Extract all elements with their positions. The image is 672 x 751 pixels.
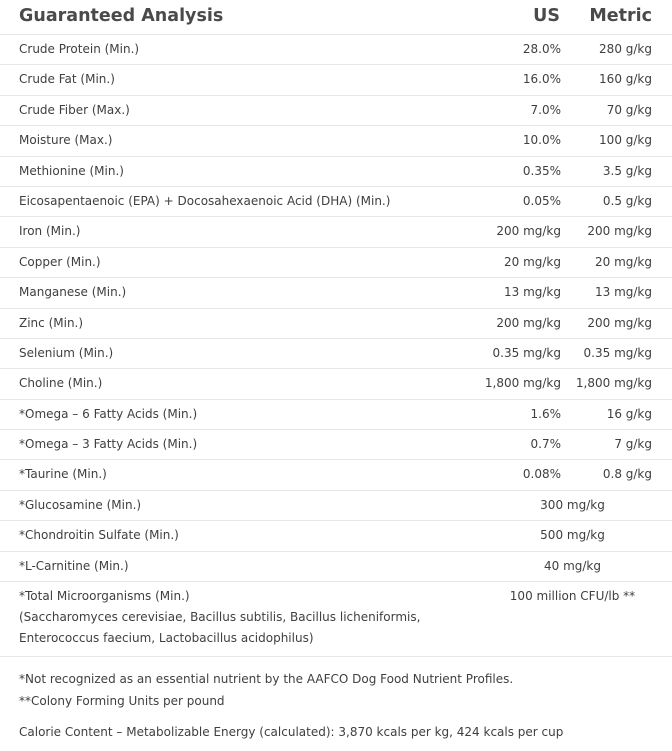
table-row [0, 308, 672, 338]
us-value: 10.0% [522, 133, 561, 148]
metric-value: 20 mg/kg [595, 254, 652, 269]
metric-value: 200 mg/kg [587, 224, 652, 239]
us-value: 7.0% [530, 102, 561, 117]
table-row [0, 459, 672, 489]
analysis-table [0, 34, 672, 657]
table-row [0, 551, 672, 581]
table-row [0, 125, 672, 155]
metric-value: 200 mg/kg [587, 315, 652, 330]
us-value: 16.0% [522, 72, 561, 87]
nutrient-name: Crude Fiber (Max.) [19, 102, 130, 117]
table-row [0, 429, 672, 459]
table-row [0, 247, 672, 277]
table-row [0, 156, 672, 186]
nutrient-name: Iron (Min.) [19, 224, 81, 239]
metric-value: 280 g/kg [599, 42, 652, 56]
metric-value: 0.5 g/kg [602, 193, 652, 208]
nutrient-name: Methionine (Min.) [19, 163, 124, 178]
nutrient-name: Eicosapentaenoic (EPA) + Docosahexaenoic Acid (DHA) (Min.) [19, 193, 391, 208]
metric-value: 1,800 mg/kg [575, 376, 652, 391]
metric-value: 7 g/kg [614, 437, 652, 452]
table-row [0, 95, 672, 125]
footnotes [19, 668, 513, 712]
us-value: 0.05% [522, 193, 561, 208]
table-row [0, 186, 672, 216]
merged-value: 40 mg/kg [544, 558, 601, 573]
nutrient-name: Moisture (Max.) [19, 133, 113, 148]
nutrient-name: Zinc (Min.) [19, 315, 84, 330]
metric-value: 100 g/kg [599, 133, 652, 148]
us-value: 20 mg/kg [504, 254, 561, 269]
metric-value: 0.8 g/kg [602, 467, 652, 482]
table-row [0, 368, 672, 398]
microorganisms-line-2: (Saccharomyces cerevisiae, Bacillus subtilis, Bacillus licheniformis, [19, 610, 421, 625]
table-row [0, 216, 672, 246]
us-value: 13 mg/kg [504, 285, 561, 300]
us-value: 0.08% [522, 467, 561, 482]
microorganisms-line-3: Enterococcus faecium, Lactobacillus acidophilus) [19, 631, 314, 646]
nutrient-name: *Omega – 3 Fatty Acids (Min.) [19, 437, 198, 452]
metric-value: 13 mg/kg [595, 285, 652, 300]
metric-value: 0.35 mg/kg [583, 345, 652, 360]
nutrient-name: Selenium (Min.) [19, 345, 114, 360]
table-row [0, 34, 672, 64]
metric-value: 3.5 g/kg [602, 163, 652, 178]
table-row [0, 277, 672, 307]
metric-value: 16 g/kg [606, 406, 652, 421]
table-row [0, 338, 672, 368]
nutrient-name: *Omega – 6 Fatty Acids (Min.) [19, 406, 198, 421]
us-value: 1,800 mg/kg [484, 376, 561, 391]
nutrient-name: *Chondroitin Sulfate (Min.) [19, 528, 179, 543]
us-value: 0.35 mg/kg [492, 345, 561, 360]
nutrient-name: Crude Protein (Min.) [19, 42, 140, 56]
us-value: 1.6% [530, 406, 561, 421]
footnote-cfu: **Colony Forming Units per pound [19, 694, 225, 708]
us-value: 0.7% [530, 437, 561, 452]
microorganisms-name [19, 586, 420, 649]
us-value: 200 mg/kg [496, 315, 561, 330]
nutrient-name: Choline (Min.) [19, 376, 103, 391]
nutrient-name: Manganese (Min.) [19, 285, 127, 300]
nutrient-name: Copper (Min.) [19, 254, 101, 269]
metric-column-header: Metric [589, 6, 652, 26]
us-column-header: US [533, 6, 560, 26]
nutrient-name: Crude Fat (Min.) [19, 72, 115, 87]
footnote-aafco: *Not recognized as an essential nutrient by the AAFCO Dog Food Nutrient Profiles. [19, 672, 514, 686]
table-header [0, 0, 672, 36]
table-row-microorganisms [0, 581, 672, 657]
table-row [0, 399, 672, 429]
microorganisms-line-1: *Total Microorganisms (Min.) [19, 589, 190, 604]
metric-value: 160 g/kg [599, 72, 652, 87]
table-row [0, 490, 672, 520]
merged-value: 300 mg/kg [540, 497, 605, 512]
merged-value: 500 mg/kg [540, 528, 605, 543]
nutrient-name: *L-Carnitine (Min.) [19, 558, 129, 573]
us-value: 200 mg/kg [496, 224, 561, 239]
nutrient-name: *Glucosamine (Min.) [19, 497, 142, 512]
us-value: 0.35% [522, 163, 561, 178]
table-row [0, 64, 672, 94]
us-value: 28.0% [522, 42, 561, 56]
table-title: Guaranteed Analysis [19, 6, 224, 26]
metric-value: 70 g/kg [606, 102, 652, 117]
microorganisms-value: 100 million CFU/lb ** [509, 589, 636, 604]
table-row [0, 520, 672, 550]
nutrient-name: *Taurine (Min.) [19, 467, 107, 482]
calorie-content: Calorie Content – Metabolizable Energy (calculated): 3,870 kcals per kg, 424 kcals per cup [19, 725, 564, 739]
